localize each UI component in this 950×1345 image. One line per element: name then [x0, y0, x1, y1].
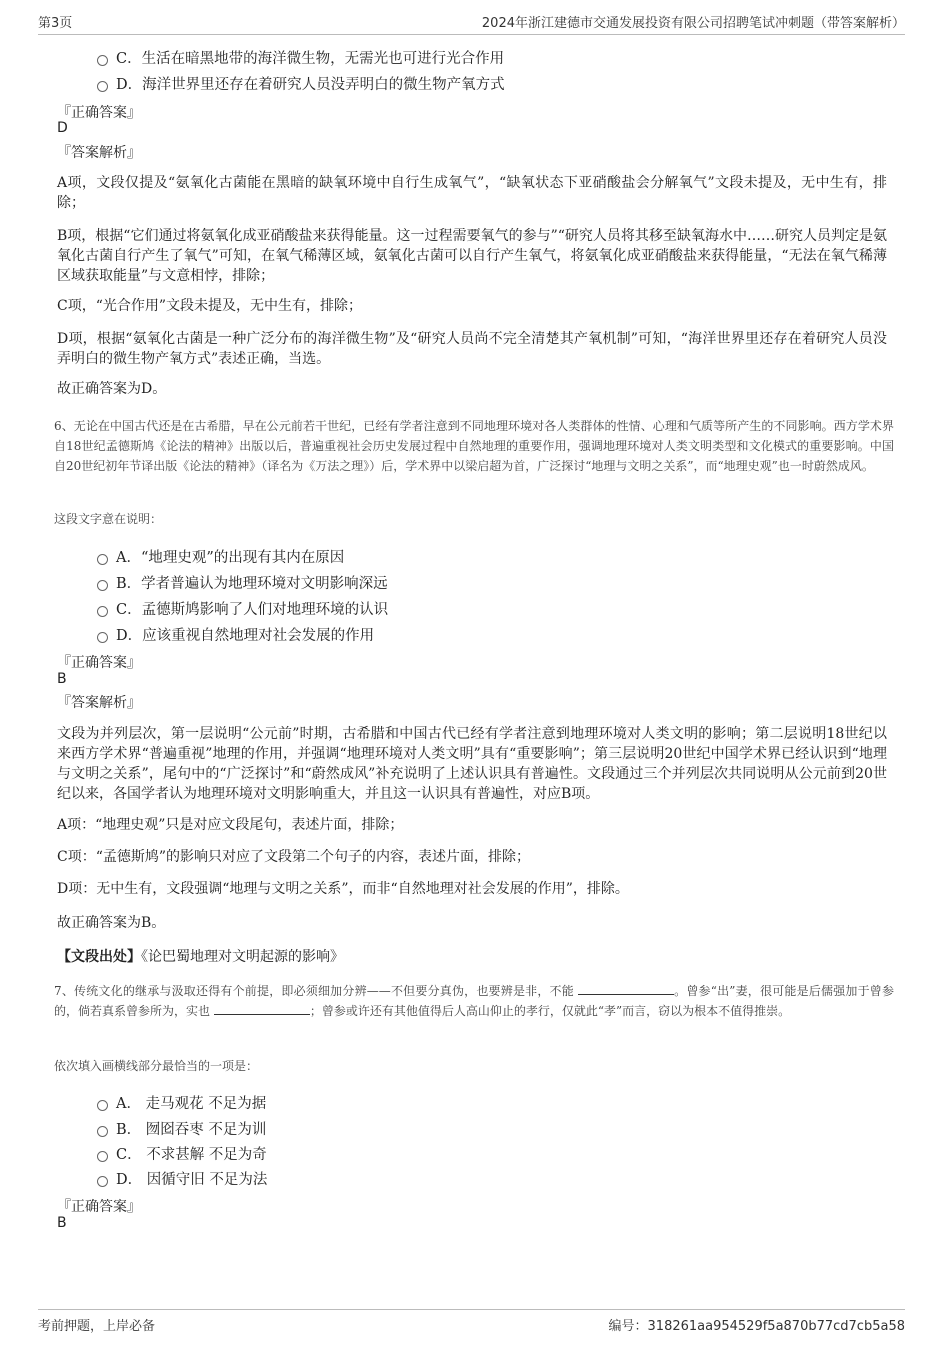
option-label: A． 走马观花 不足为据: [116, 1096, 267, 1112]
q6-analysis-d: D项：无中生有，文段强调“地理与文明之关系”，而非“自然地理对社会发展的作用”，排除。: [57, 881, 629, 897]
q7-stem-part3: ；曾参或许还有其他值得后人高山仰止的孝行，仅就此“孝”而言，窃以为根本不值得推崇。: [309, 1004, 791, 1018]
q7-answer-label: 『正确答案』: [57, 1199, 141, 1215]
q6-option-a[interactable]: [97, 546, 344, 567]
source-title: 《论巴蜀地理对文明起源的影响》: [141, 949, 344, 965]
radio-icon[interactable]: [97, 1100, 108, 1111]
q7-stem-part1: 7、传统文化的继承与汲取还得有个前提，即必须细加分辨——不但要分真伪，也要辨是非，不能: [54, 984, 574, 998]
radio-icon[interactable]: [97, 81, 108, 92]
radio-icon[interactable]: [97, 632, 108, 643]
option-label: A．“地理史观”的出现有其内在原因: [116, 550, 345, 566]
footer-slogan: 考前押题，上岸必备: [38, 1319, 156, 1334]
option-label: D．应该重视自然地理对社会发展的作用: [116, 628, 375, 644]
q5-analysis-a: A项，文段仅提及“氨氧化古菌能在黑暗的缺氧环境中自行生成氧气”，“缺氧状态下亚硝酸盐会分解氧气”文段未提及，无中生有，排除；: [57, 175, 887, 211]
q5-analysis-c: C项，“光合作用”文段未提及，无中生有，排除；: [57, 298, 363, 314]
radio-icon[interactable]: [97, 1126, 108, 1137]
q6-analysis-c: C项：“孟德斯鸠”的影响只对应了文段第二个句子的内容，表述片面，排除；: [57, 849, 531, 865]
q7-stem: [54, 981, 894, 1021]
page-header: [38, 12, 905, 35]
q6-question: 这段文字意在说明：: [54, 512, 163, 526]
q5-analysis-b: B项，根据“它们通过将氨氧化成亚硝酸盐来获得能量。这一过程需要氧气的参与”“研究人员将其移至缺氧海水中……研究人员判定是氨氧化古菌自行产生了氧气”可知，在氧气稀薄区域，氨氧化古菌可以自行产生氧气，将氨氧化成亚硝酸盐来获得能量，“无法在氧气稀薄区域获取能量”与文意相悖，排除；: [57, 228, 887, 284]
q6-source: [57, 947, 887, 967]
q6-option-d[interactable]: [97, 624, 374, 645]
radio-icon[interactable]: [97, 55, 108, 66]
q5-answer: D: [57, 120, 68, 136]
q7-answer: B: [57, 1215, 67, 1231]
option-label: B．学者普遍认为地理环境对文明影响深远: [116, 576, 388, 592]
radio-icon[interactable]: [97, 606, 108, 617]
radio-icon[interactable]: [97, 1176, 108, 1187]
q7-stem-part2: 。曾参“出”妻，很可能是后儒强加于曾参的，倘若真系曾参所为，实也: [54, 984, 894, 1018]
q5-option-c[interactable]: [97, 47, 504, 68]
q5-analysis-label: 『答案解析』: [57, 145, 141, 161]
page-footer: [38, 1309, 905, 1334]
q6-option-b[interactable]: [97, 572, 388, 593]
q5-answer-label: 『正确答案』: [57, 105, 141, 121]
q7-question: 依次填入画横线部分最恰当的一项是：: [54, 1059, 259, 1073]
radio-icon[interactable]: [97, 554, 108, 565]
document-id: 编号：318261aa954529f5a870b77cd7cb5a58: [608, 1319, 905, 1334]
blank-line: [214, 1002, 310, 1015]
radio-icon[interactable]: [97, 580, 108, 591]
q6-analysis-label: 『答案解析』: [57, 695, 141, 711]
option-label: C．孟德斯鸠影响了人们对地理环境的认识: [116, 602, 389, 618]
q6-answer: B: [57, 671, 67, 687]
q6-analysis-main: 文段为并列层次，第一层说明“公元前”时期，古希腊和中国古代已经有学者注意到地理环境对人类文明的影响；第二层说明18世纪以来西方学术界“普遍重视”地理的作用，并强调“地理环境对人类文明”具有“重要影响”；第三层说明20世纪中国学术界已经认识到“地理与文明之关系”，尾句中的“广泛探讨”和“蔚然成风”补充说明了上述认识具有普遍性。文段通过三个并列层次共同说明从公元前到20世纪以来，各国学者认为地理环境对文明影响重大，并且这一认识具有普遍性，对应B项。: [57, 726, 887, 802]
q5-analysis-d: D项，根据“氨氧化古菌是一种广泛分布的海洋微生物”及“研究人员尚不完全清楚其产氧机制”可知，“海洋世界里还存在着研究人员没弄明白的微生物产氧方式”表述正确，当选。: [57, 331, 887, 367]
q7-option-a[interactable]: [97, 1092, 266, 1113]
q6-stem: 6、无论在中国古代还是在古希腊，早在公元前若干世纪，已经有学者注意到不同地理环境对各人类群体的性情、心理和气质等所产生的不同影响。西方学术界自18世纪孟德斯鸠《论法的精神》出版以后，普遍重视社会历史发展过程中自然地理的重要作用，强调地理环境对人类文明类型和文化模式的重要影响。中国自20世纪初年节译出版《论法的精神》（译名为《万法之理》）后，学术界中以梁启超为首，广泛探讨“地理与文明之关系”，而“地理史观”也一时蔚然成风。: [54, 419, 894, 473]
radio-icon[interactable]: [97, 1151, 108, 1162]
q6-conclusion: 故正确答案为B。: [57, 915, 166, 931]
q7-option-b[interactable]: [97, 1118, 266, 1139]
document-title: 2024年浙江建德市交通发展投资有限公司招聘笔试冲刺题（带答案解析）: [481, 16, 905, 31]
q6-option-c[interactable]: [97, 598, 388, 619]
source-label: 【文段出处】: [57, 949, 141, 965]
q7-option-c[interactable]: [97, 1143, 267, 1164]
option-label: D．海洋世界里还存在着研究人员没弄明白的微生物产氧方式: [116, 77, 505, 93]
page-number: 第3页: [38, 16, 73, 31]
q6-analysis-a: A项：“地理史观”只是对应文段尾句，表述片面，排除；: [57, 817, 404, 833]
option-label: B． 囫囵吞枣 不足为训: [116, 1122, 267, 1138]
q6-answer-label: 『正确答案』: [57, 655, 141, 671]
option-label: C．生活在暗黑地带的海洋微生物，无需光也可进行光合作用: [116, 51, 505, 67]
blank-line: [578, 982, 674, 995]
option-label: D． 因循守旧 不足为法: [116, 1172, 268, 1188]
q5-option-d[interactable]: [97, 73, 505, 94]
option-label: C． 不求甚解 不足为奇: [116, 1147, 267, 1163]
q7-option-d[interactable]: [97, 1168, 267, 1189]
q5-conclusion: 故正确答案为D。: [57, 381, 167, 397]
